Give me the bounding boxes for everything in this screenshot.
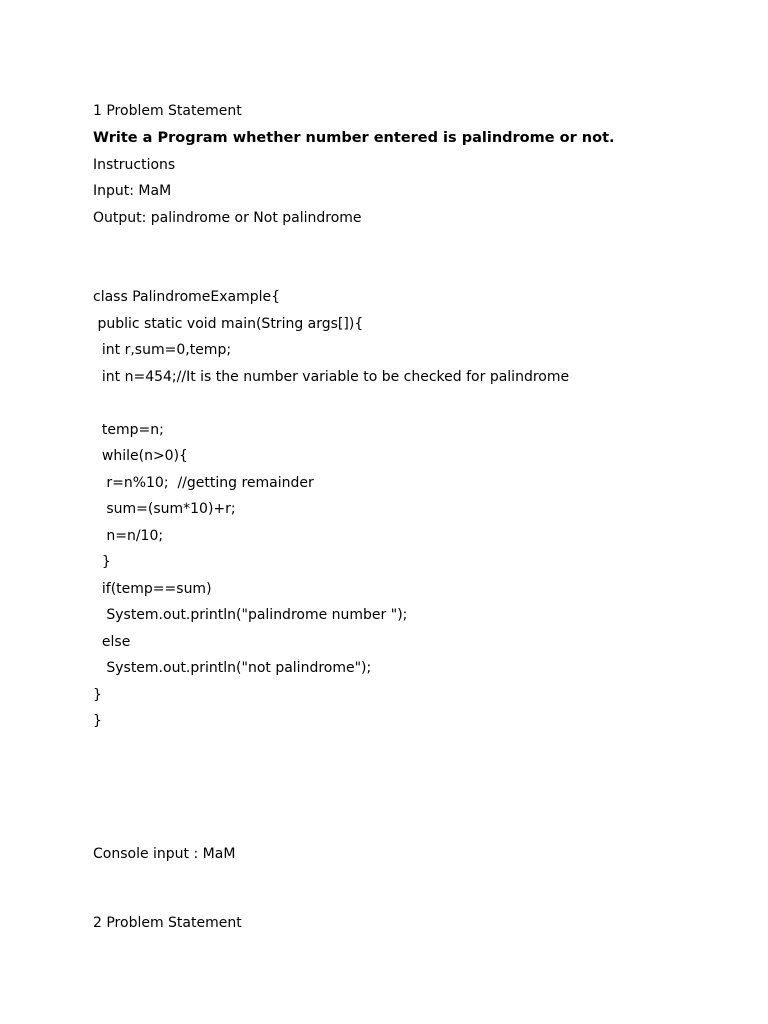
code-line: n=n/10; [93,528,164,544]
console-input-line: Console input : MaM [93,846,236,862]
code-line: } [93,687,102,703]
code-line: int r,sum=0,temp; [93,342,232,358]
output-line: Output: palindrome or Not palindrome [93,210,362,226]
code-line: temp=n; [93,422,164,438]
problem-1-heading: 1 Problem Statement [93,103,242,119]
code-line: if(temp==sum) [93,581,212,597]
code-line: public static void main(String args[]){ [93,316,364,332]
code-line: class PalindromeExample{ [93,289,281,305]
code-line: System.out.println("palindrome number "); [93,607,408,623]
code-line: } [93,713,102,729]
code-line: r=n%10; //getting remainder [93,475,314,491]
code-line: int n=454;//It is the number variable to be checked for palindrome [93,369,570,385]
code-line: else [93,634,131,650]
code-line: } [93,554,111,570]
code-line: System.out.println("not palindrome"); [93,660,372,676]
code-line: sum=(sum*10)+r; [93,501,236,517]
instructions-label: Instructions [93,157,176,173]
input-line: Input: MaM [93,183,172,199]
problem-1-title: Write a Program whether number entered is palindrome or not. [93,130,615,146]
problem-2-heading: 2 Problem Statement [93,915,242,931]
code-line: while(n>0){ [93,448,188,464]
